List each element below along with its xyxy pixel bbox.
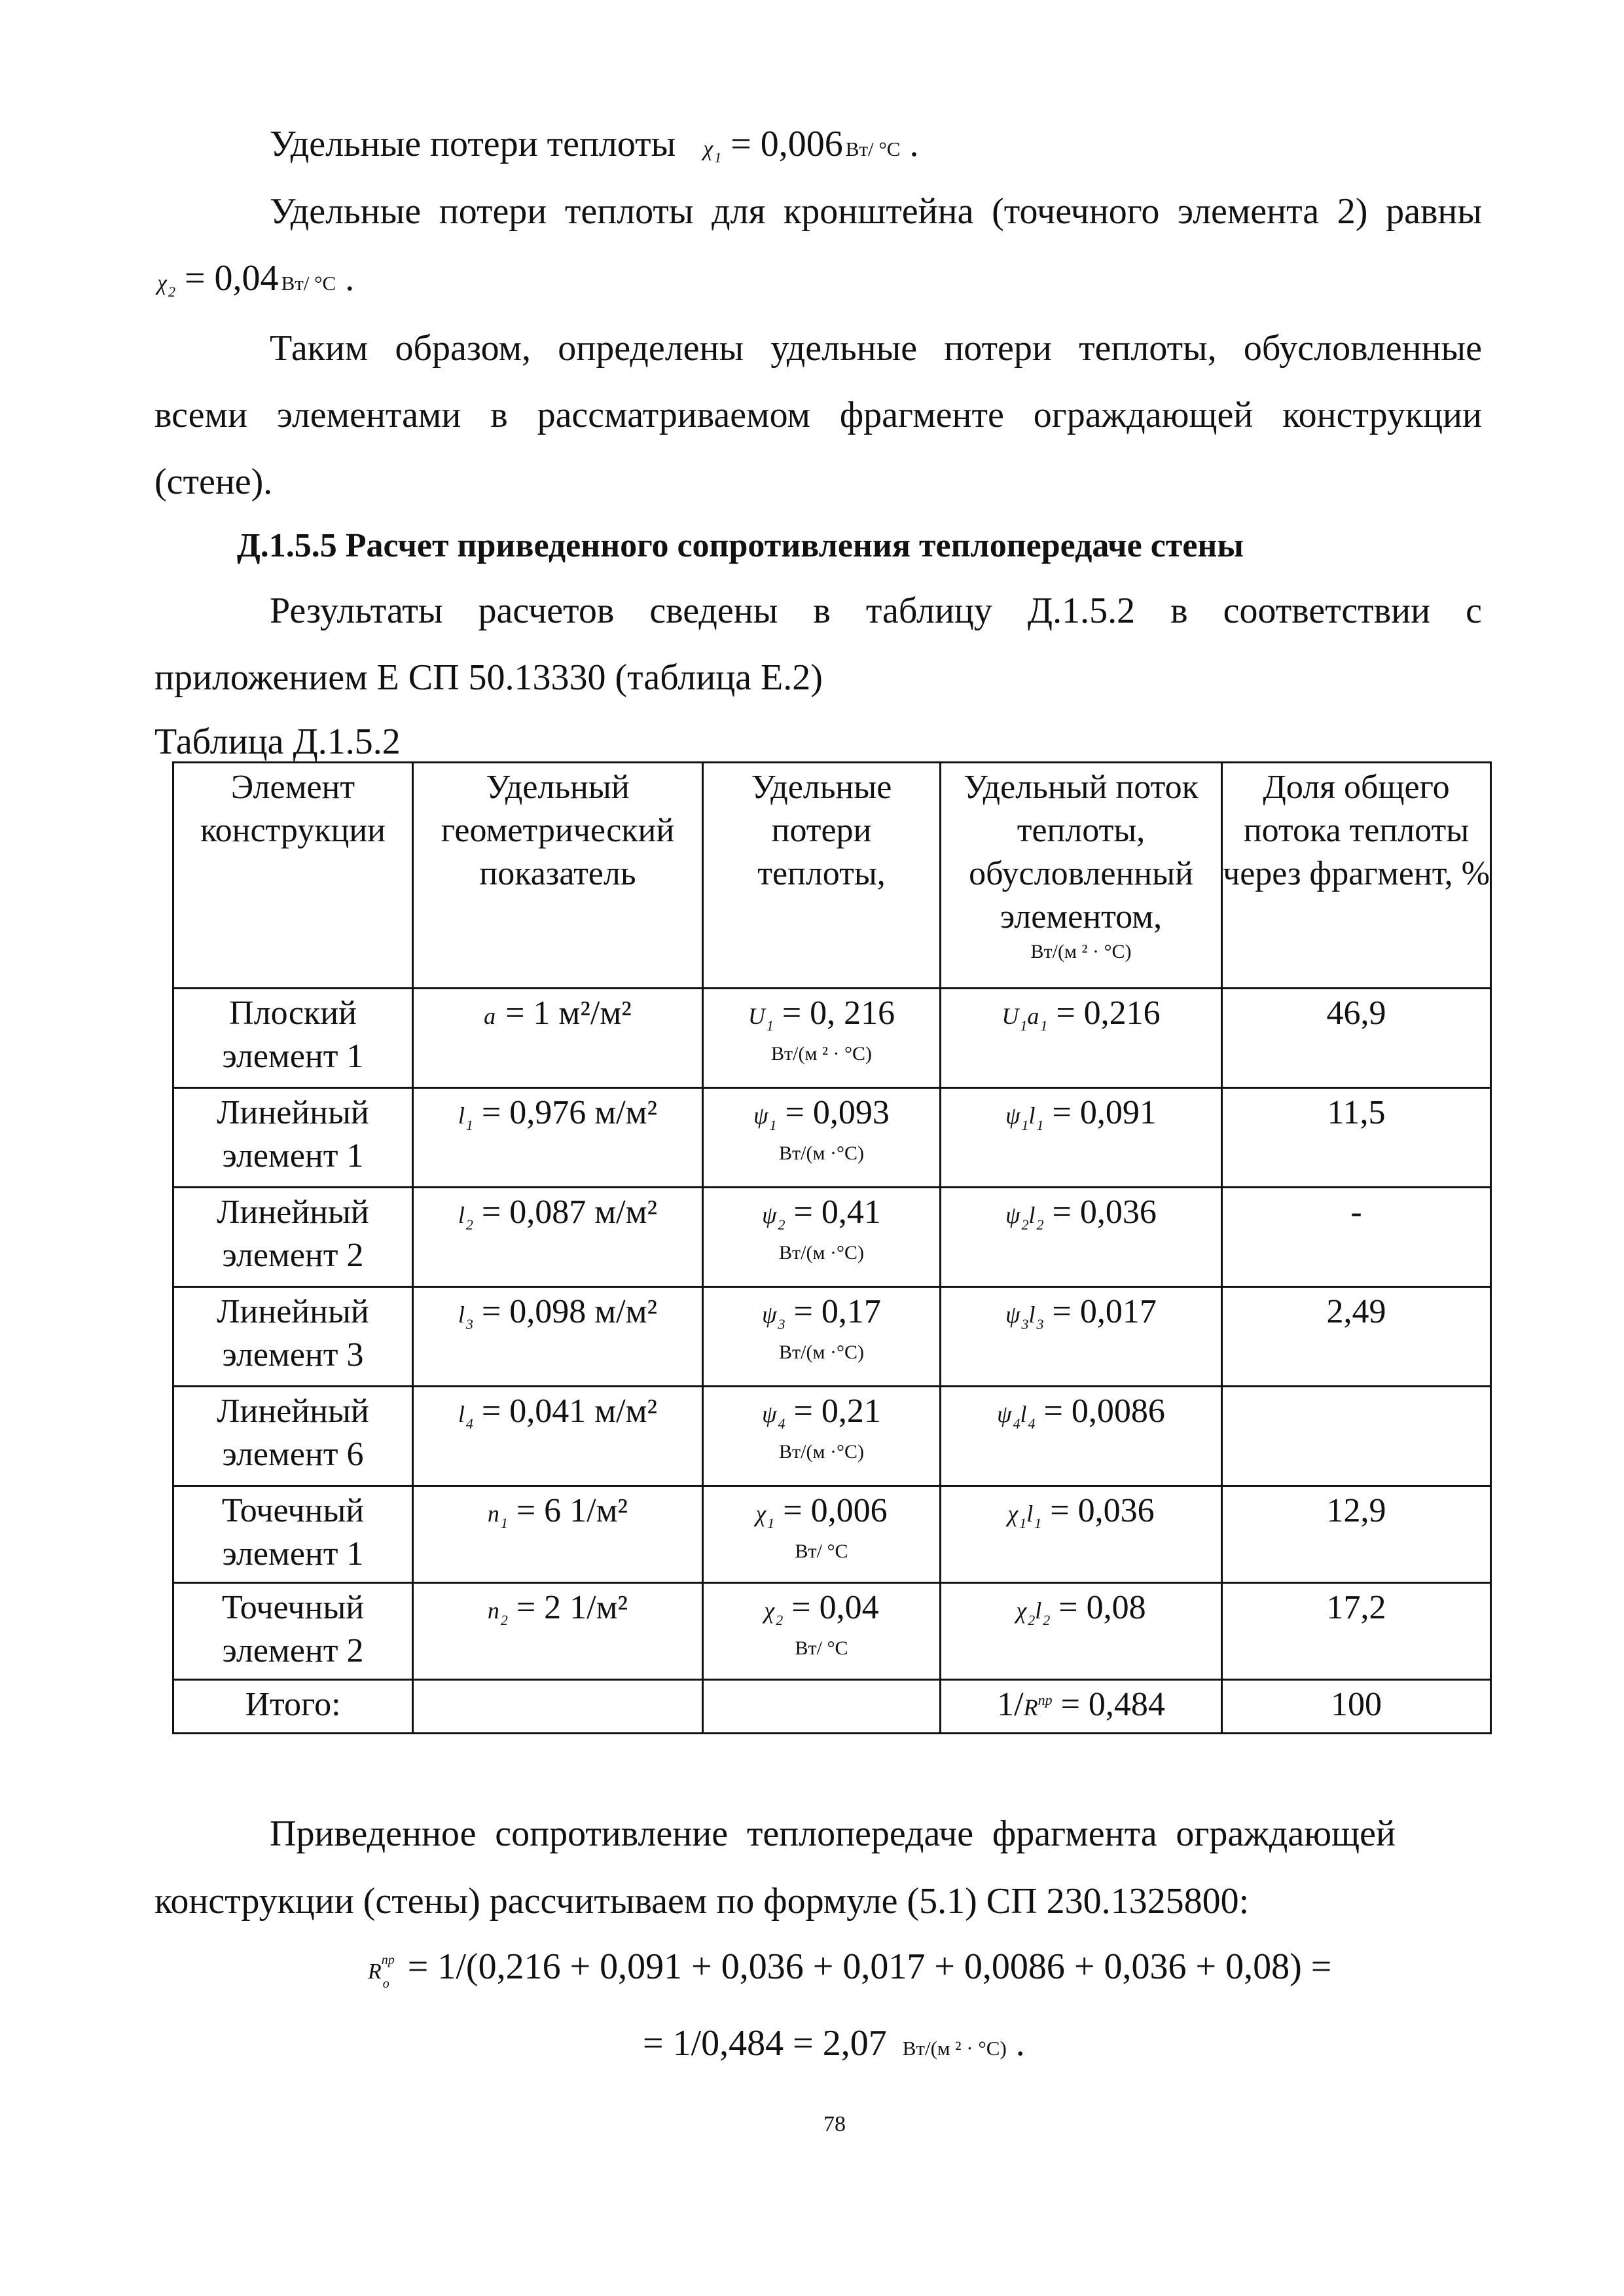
results-line-1: Результаты расчетов сведены в таблицу Д.1.5.2 в соответствии с (270, 591, 1482, 631)
table-row (173, 1188, 1491, 1287)
row-specific-loss: U1 = 0, 216 Вт/(м ² · °С) (703, 989, 941, 1088)
total-empty-geometric (413, 1680, 703, 1734)
total-empty-loss (703, 1680, 941, 1734)
table-caption: Таблица Д.1.5.2 (154, 721, 401, 762)
results-line-2: приложением Е СП 50.13330 (таблица Е.2) (154, 657, 823, 698)
row-share: 2,49 (1222, 1287, 1491, 1387)
table-row (173, 989, 1491, 1088)
row-element-name: Точечный элемент 1 (173, 1486, 413, 1583)
header-geometric: Удельный геометрический показатель (413, 763, 703, 989)
row-geometric: a = 1 м²/м² (413, 989, 703, 1088)
row-specific-flow: U1a1 = 0,216 (941, 989, 1222, 1088)
row-specific-flow: χ2l2 = 0,08 (941, 1583, 1222, 1680)
total-flow: $1/R^{пр} = 0,484$ (941, 1680, 1222, 1734)
row-element-name: Линейный элемент 3 (173, 1287, 413, 1387)
bracket-heat-loss-line: Удельные потери теплоты для кронштейна (точечного элемента 2) равны (270, 191, 1482, 232)
row-geometric: l1 = 0,976 м/м² (413, 1088, 703, 1188)
row-share: 11,5 (1222, 1088, 1491, 1188)
row-specific-loss: χ1 = 0,006 Вт/ °С (703, 1486, 941, 1583)
row-specific-loss: ψ3 = 0,17 Вт/(м ·°С) (703, 1287, 941, 1387)
row-share (1222, 1387, 1491, 1486)
header-element: Элемент конструкции (173, 763, 413, 989)
row-share: 46,9 (1222, 989, 1491, 1088)
formula-line-2: = 1/0,484 = 2,07 Вт/(м ² · °С) . (643, 2023, 1025, 2064)
formula-line-1: $R^{пр}_o = 1/(0,216 + 0,091 + 0,036 + 0,017 + 0,0086 + 0,036 + 0,08)$ = (368, 1946, 1332, 1991)
specific-heat-loss-line-1: Удельные потери теплоты χ1 = 0,006 Вт/ °С . (270, 124, 919, 166)
heat-flow-table (172, 761, 1492, 1734)
table-total-row (173, 1680, 1491, 1734)
table-row (173, 1387, 1491, 1486)
row-specific-flow: ψ1l1 = 0,091 (941, 1088, 1222, 1188)
table-row (173, 1583, 1491, 1680)
header-specific-flow: Удельный поток теплоты, обусловленный элементом, Вт/(м ² · °С) (941, 763, 1222, 989)
section-heading: Д.1.5.5 Расчет приведенного сопротивления теплопередаче стены (237, 527, 1244, 564)
table-header-row (173, 763, 1491, 989)
row-specific-flow: ψ3l3 = 0,017 (941, 1287, 1222, 1387)
row-specific-flow: ψ2l2 = 0,036 (941, 1188, 1222, 1287)
row-geometric: n2 = 2 1/м² (413, 1583, 703, 1680)
row-share: 17,2 (1222, 1583, 1491, 1680)
row-specific-flow: ψ4l4 = 0,0086 (941, 1387, 1222, 1486)
row-element-name: Линейный элемент 2 (173, 1188, 413, 1287)
row-element-name: Плоский элемент 1 (173, 989, 413, 1088)
row-geometric: l3 = 0,098 м/м² (413, 1287, 703, 1387)
conclusion-line-1: Таким образом, определены удельные потери теплоты, обусловленные (270, 328, 1482, 369)
table-row (173, 1486, 1491, 1583)
row-geometric: l4 = 0,041 м/м² (413, 1387, 703, 1486)
total-label: Итого: (173, 1680, 413, 1734)
row-specific-loss: ψ1 = 0,093 Вт/(м ·°С) (703, 1088, 941, 1188)
page-number: 78 (823, 2112, 846, 2136)
row-geometric: l2 = 0,087 м/м² (413, 1188, 703, 1287)
table-row (173, 1088, 1491, 1188)
row-element-name: Линейный элемент 1 (173, 1088, 413, 1188)
row-specific-loss: ψ2 = 0,41 Вт/(м ·°С) (703, 1188, 941, 1287)
reduced-resistance-line-2: конструкции (стены) рассчитываем по формуле (5.1) СП 230.1325800: (154, 1881, 1250, 1922)
conclusion-line-3: (стене). (154, 462, 273, 502)
row-geometric: n1 = 6 1/м² (413, 1486, 703, 1583)
table-row (173, 1287, 1491, 1387)
row-element-name: Точечный элемент 2 (173, 1583, 413, 1680)
header-specific-loss: Удельные потери теплоты, (703, 763, 941, 989)
header-share: Доля общего потока теплоты через фрагмент, % (1222, 763, 1491, 989)
bracket-heat-loss-value: χ2 = 0,04 Вт/ °С . (157, 258, 355, 300)
row-element-name: Линейный элемент 6 (173, 1387, 413, 1486)
reduced-resistance-line-1: Приведенное сопротивление теплопередаче фрагмента ограждающей (270, 1813, 1396, 1854)
row-specific-loss: χ2 = 0,04 Вт/ °С (703, 1583, 941, 1680)
total-share: 100 (1222, 1680, 1491, 1734)
conclusion-line-2: всеми элементами в рассматриваемом фрагменте ограждающей конструкции (154, 395, 1482, 435)
row-share: 12,9 (1222, 1486, 1491, 1583)
row-share: - (1222, 1188, 1491, 1287)
row-specific-loss: ψ4 = 0,21 Вт/(м ·°С) (703, 1387, 941, 1486)
row-specific-flow: χ1l1 = 0,036 (941, 1486, 1222, 1583)
